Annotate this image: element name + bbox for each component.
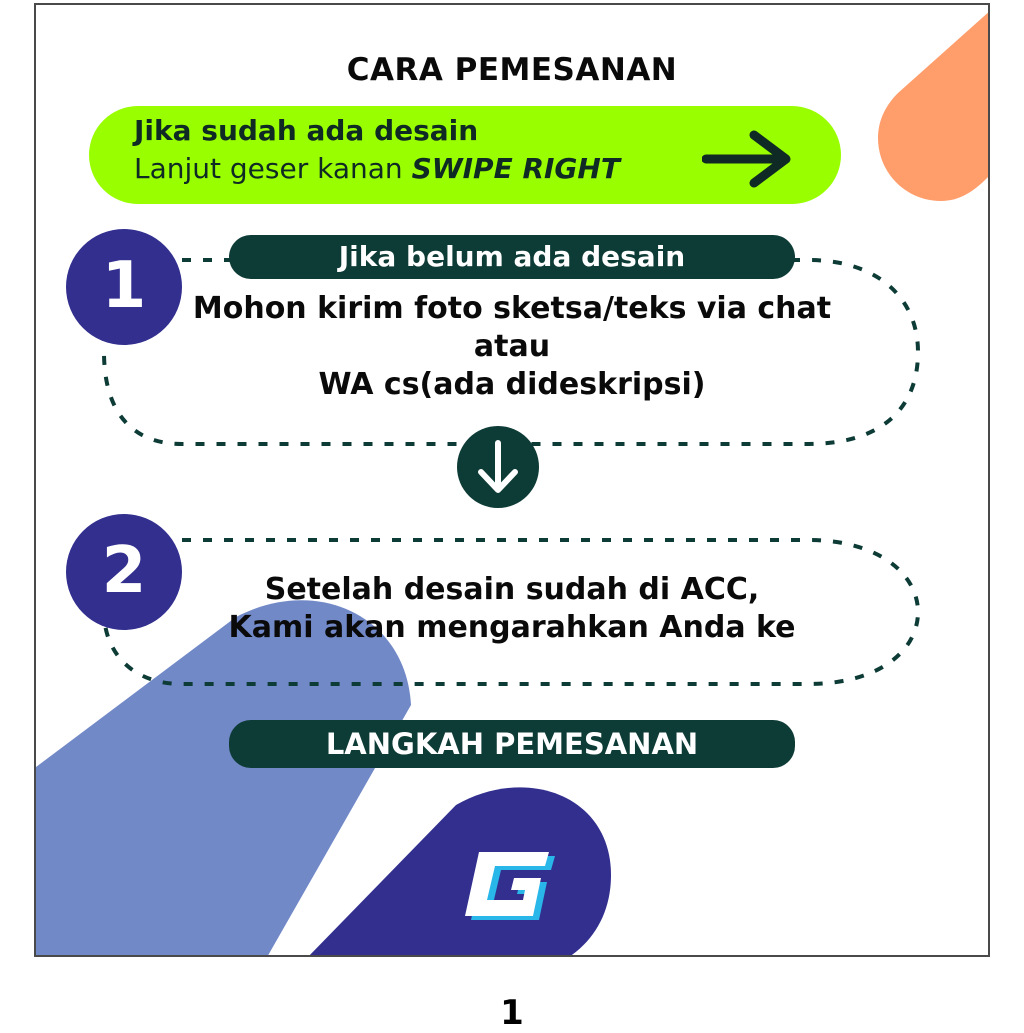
- arrow-down-badge: [457, 426, 539, 508]
- step1-line: WA cs(ada dideskripsi): [318, 367, 706, 402]
- step2-line: Setelah desain sudah di ACC,: [264, 572, 760, 607]
- step1-instructions: [0, 290, 1024, 404]
- page-number: 1: [500, 993, 524, 1033]
- g-logo: [463, 850, 559, 926]
- page-title: CARA PEMESANAN: [346, 52, 678, 88]
- step1-line: Mohon kirim foto sketsa/teks via chat: [192, 291, 832, 326]
- step1-line: atau: [473, 329, 551, 364]
- step2-number-badge: 2: [66, 514, 182, 630]
- logo-letter: G: [463, 850, 464, 851]
- langkah-pemesanan-button[interactable]: LANGKAH PEMESANAN: [229, 720, 795, 768]
- arrow-down-icon: [457, 426, 539, 508]
- step2-instructions: [0, 571, 1024, 647]
- design-ready-instruction: Lanjut geser kanan: [134, 152, 403, 185]
- step1-number-badge: 1: [66, 229, 182, 345]
- swipe-right-label: SWIPE RIGHT: [411, 152, 620, 185]
- step1-heading: Jika belum ada desain: [229, 235, 795, 279]
- step2-line: Kami akan mengarahkan Anda ke: [228, 610, 796, 645]
- design-ready-heading: Jika sudah ada desain: [134, 114, 479, 147]
